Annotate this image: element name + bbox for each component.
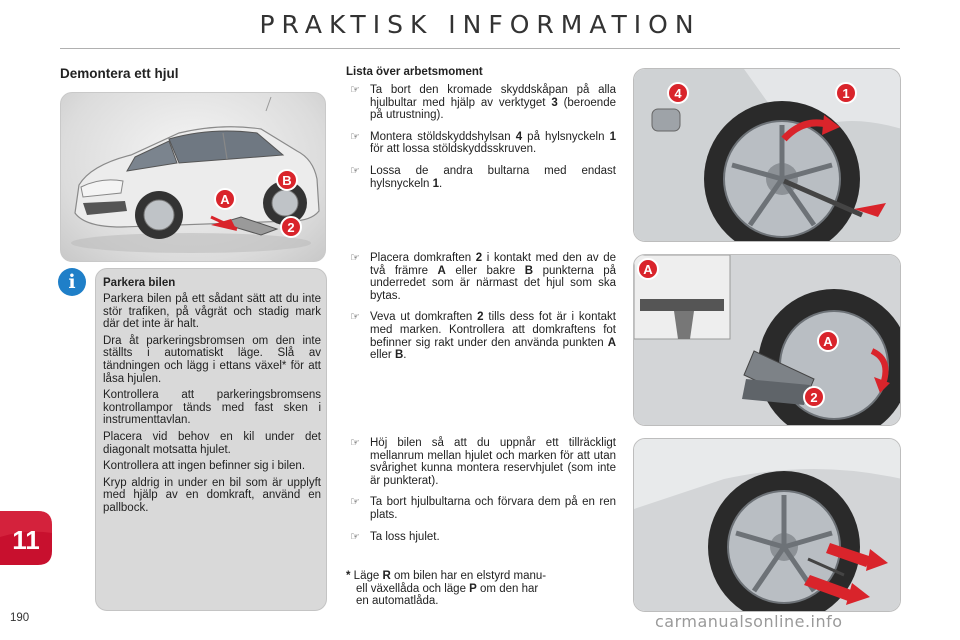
svg-text:4: 4 — [674, 86, 682, 101]
pointer-bullet-icon: ☞ — [350, 529, 360, 543]
pointer-bullet-icon: ☞ — [350, 251, 360, 264]
chapter-number: 11 — [12, 525, 40, 555]
note-paragraph: Kontrollera att parkeringsbromsens kontrollampor tänds med fast sken i instrumenttavlan. — [103, 389, 321, 427]
note-paragraph: Placera vid behov en kil under det diagonalt motsatta hjulet. — [103, 430, 321, 456]
pointer-bullet-icon: ☞ — [350, 310, 360, 324]
list-item: ☞ Lossa de andra bultarna med endast hylsnyckeln 1. — [350, 163, 616, 190]
car-jacking-illustration — [60, 92, 326, 262]
note-title: Parkera bilen — [103, 277, 176, 289]
photo-remove-wheel — [633, 438, 901, 612]
label-a-marker — [818, 331, 838, 351]
svg-text:2: 2 — [287, 220, 295, 235]
label-1-marker — [836, 83, 856, 103]
header-divider — [60, 48, 900, 49]
page-number: 190 — [10, 612, 30, 624]
info-icon: i — [58, 268, 86, 296]
footnote: * Läge R om bilen har en elstyrd manu- ell växellåda och läge P om den har en automatlåda. — [346, 570, 547, 608]
photo-place-jack — [633, 254, 901, 426]
note-paragraph: Kryp aldrig in under en bil som är upplyft med hjälp av en domkraft, använd en pallbock. — [103, 476, 321, 514]
list-item: ☞ Ta bort hjulbultarna och förvara dem på en ren plats. — [350, 495, 616, 521]
svg-text:A: A — [643, 262, 653, 277]
chapter-badge — [0, 503, 52, 573]
svg-text:A: A — [823, 334, 833, 349]
svg-text:2: 2 — [810, 390, 818, 405]
note-box — [95, 268, 327, 611]
section-title: Demontera ett hjul — [60, 66, 179, 81]
pointer-bullet-icon: ☞ — [350, 495, 360, 509]
svg-text:B: B — [282, 173, 292, 188]
label-2-marker — [281, 217, 301, 237]
label-b-marker — [277, 170, 297, 190]
svg-text:A: A — [220, 192, 230, 207]
label-a-marker — [638, 259, 658, 279]
note-paragraph: Parkera bilen på ett sådant sätt att du inte stör trafiken, på vågrät och stadig mark där det inte är halt. — [103, 293, 321, 331]
list-item: ☞ Montera stöldskyddshylsan 4 på hylsnyckeln 1 för att lossa stöldskyddsskruven. — [350, 129, 616, 156]
pointer-bullet-icon: ☞ — [350, 436, 360, 449]
note-paragraph: Kontrollera att ingen befinner sig i bilen. — [103, 460, 306, 473]
label-a-marker — [215, 189, 235, 209]
watermark: carmanualsonline.info — [655, 612, 843, 631]
worklist-group-3 — [346, 437, 616, 552]
list-item: ☞ Placera domkraften 2 i kontakt med den av de två främre A eller bakre B punkterna på underredet som är närmast det hjul som ska bytas. — [350, 251, 616, 302]
list-item: ☞ Ta loss hjulet. — [350, 529, 440, 543]
pointer-bullet-icon: ☞ — [350, 129, 360, 143]
svg-text:1: 1 — [842, 86, 850, 101]
note-paragraph: Dra åt parkeringsbromsen om den inte ställts i automatiskt läge. Slå av tändningen och lägg i ettans växel* för att låsa hjulen. — [103, 334, 321, 385]
label-4-marker — [668, 83, 688, 103]
pointer-bullet-icon: ☞ — [350, 163, 360, 177]
worklist-heading: Lista över arbetsmoment — [346, 66, 483, 78]
page-title: PRAKTISK INFORMATION — [259, 10, 701, 39]
pointer-bullet-icon: ☞ — [350, 83, 360, 96]
worklist-group-2 — [346, 252, 616, 371]
worklist-group-1 — [346, 66, 616, 199]
label-2-marker — [804, 387, 824, 407]
list-item: ☞ Veva ut domkraften 2 tills dess fot är i kontakt med marken. Kontrollera att domkraftens fot befinner sig rakt under den använda punkten A eller B. — [350, 310, 616, 362]
list-item: ☞ Ta bort den kromade skyddskåpan på alla hjulbultar med hjälp av verktyget 3 (beroende på utrustning). — [350, 83, 616, 122]
list-item: ☞ Höj bilen så att du uppnår ett tillräckligt mellanrum mellan hjulet och marken för att utan svårighet kunna montera reservhjulet (som inte är punkterat). — [350, 436, 616, 487]
photo-loosen-bolts — [633, 68, 901, 242]
